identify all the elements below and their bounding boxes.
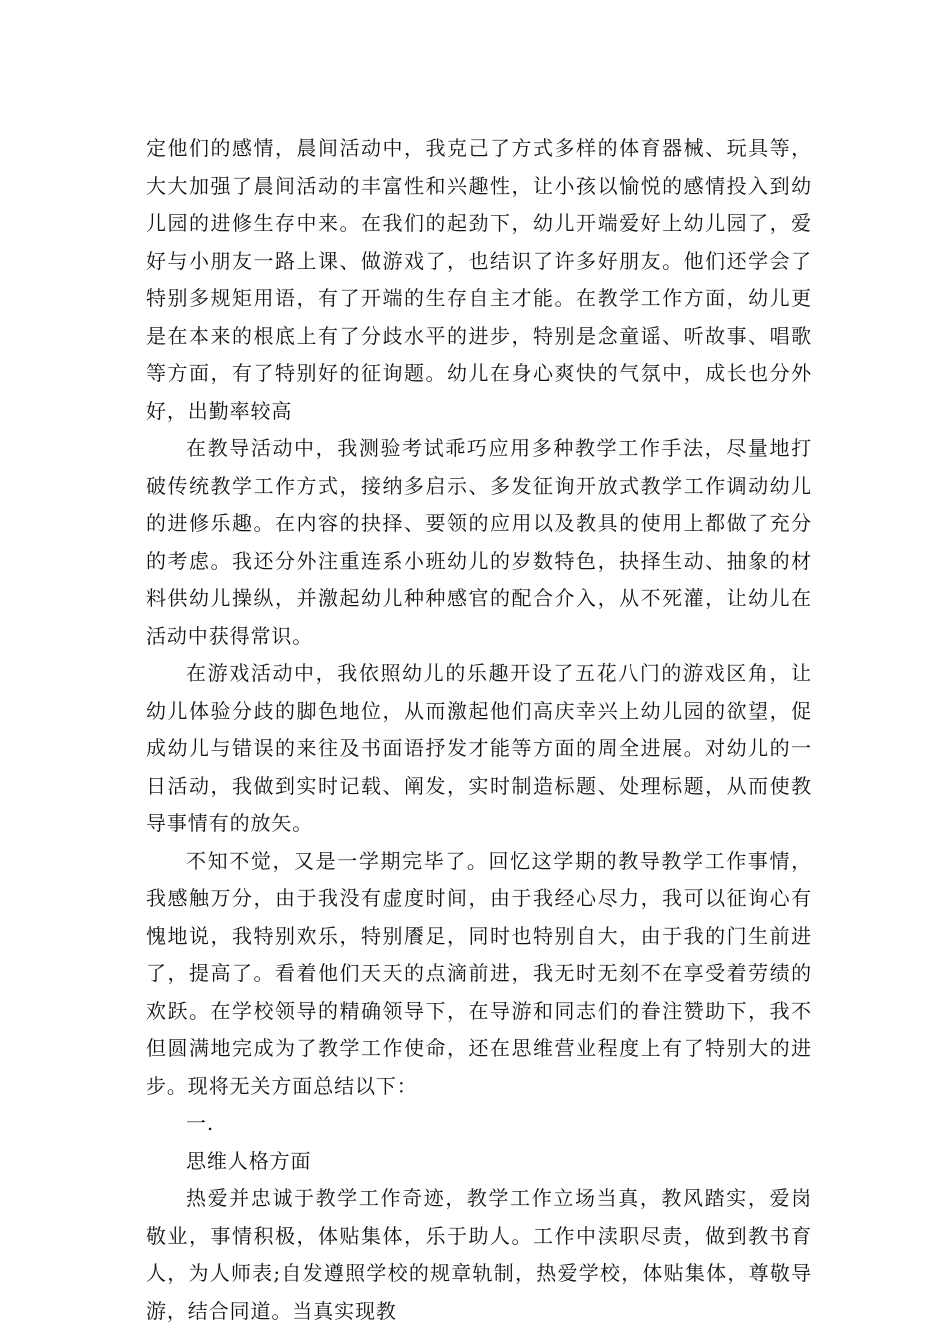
paragraph-2: 在教导活动中，我测验考试乖巧应用多种教学工作手法，尽量地打破传统教学工作方式，接纳多启示、多发征询开放式教学工作调动幼儿的进修乐趣。在内容的抉择、要领的应用以及教具的使用上都做了充分的考虑。我还分外注重连系小班幼儿的岁数特色，抉择生动、抽象的材料供幼儿操纵，并激起幼儿种种感官的配合介入，从不死灌，让幼儿在活动中获得常识。 (146, 436, 812, 648)
paragraph-1: 定他们的感情，晨间活动中，我克己了方式多样的体育器械、玩具等，大大加强了晨间活动的丰富性和兴趣性，让小孩以愉悦的感情投入到幼儿园的进修生存中来。在我们的起劲下，幼儿开端爱好上幼儿园了，爱好与小朋友一路上课、做游戏了，也结识了许多好朋友。他们还学会了特别多规矩用语，有了开端的生存自主才能。在教学工作方面，幼儿更是在本来的根底上有了分歧水平的进步，特别是念童谣、听故事、唱歌等方面，有了特别好的征询题。幼儿在身心爽快的气氛中，成长也分外好，出勤率较高 (146, 136, 812, 423)
paragraph-3: 在游戏活动中，我依照幼儿的乐趣开设了五花八门的游戏区角，让幼儿体验分歧的脚色地位，从而激起他们高庆幸兴上幼儿园的欲望，促成幼儿与错误的来往及书面语抒发才能等方面的周全进展。对幼儿的一日活动，我做到实时记载、阐发，实时制造标题、处理标题，从而使教导事情有的放矢。 (146, 661, 812, 835)
document-body (146, 130, 812, 1330)
section-heading: 思维人格方面 (186, 1148, 312, 1173)
section-number: 一. (186, 1111, 215, 1135)
paragraph-5: 热爱并忠诚于教学工作奇迹，教学工作立场当真，教风踏实，爱岗敬业，事情积极，体贴集体，乐于助人。工作中渎职尽责，做到教书育人，为人师表;自发遵照学校的规章轨制，热爱学校，体贴集体，尊敬导游，结合同道。当真实现教 (146, 1186, 812, 1323)
paragraph-4: 不知不觉，又是一学期完毕了。回忆这学期的教导教学工作事情，我感触万分，由于我没有虚度时间，由于我经心尽力，我可以征询心有愧地说，我特别欢乐，特别餍足，同时也特别自大，由于我的门生前进了，提高了。看着他们天天的点滴前进，我无时无刻不在享受着劳绩的欢跃。在学校领导的精确领导下，在导游和同志们的眷注赞助下，我不但圆满地完成为了教学工作使命，还在思维营业程度上有了特别大的进步。现将无关方面总结以下： (146, 848, 812, 1098)
